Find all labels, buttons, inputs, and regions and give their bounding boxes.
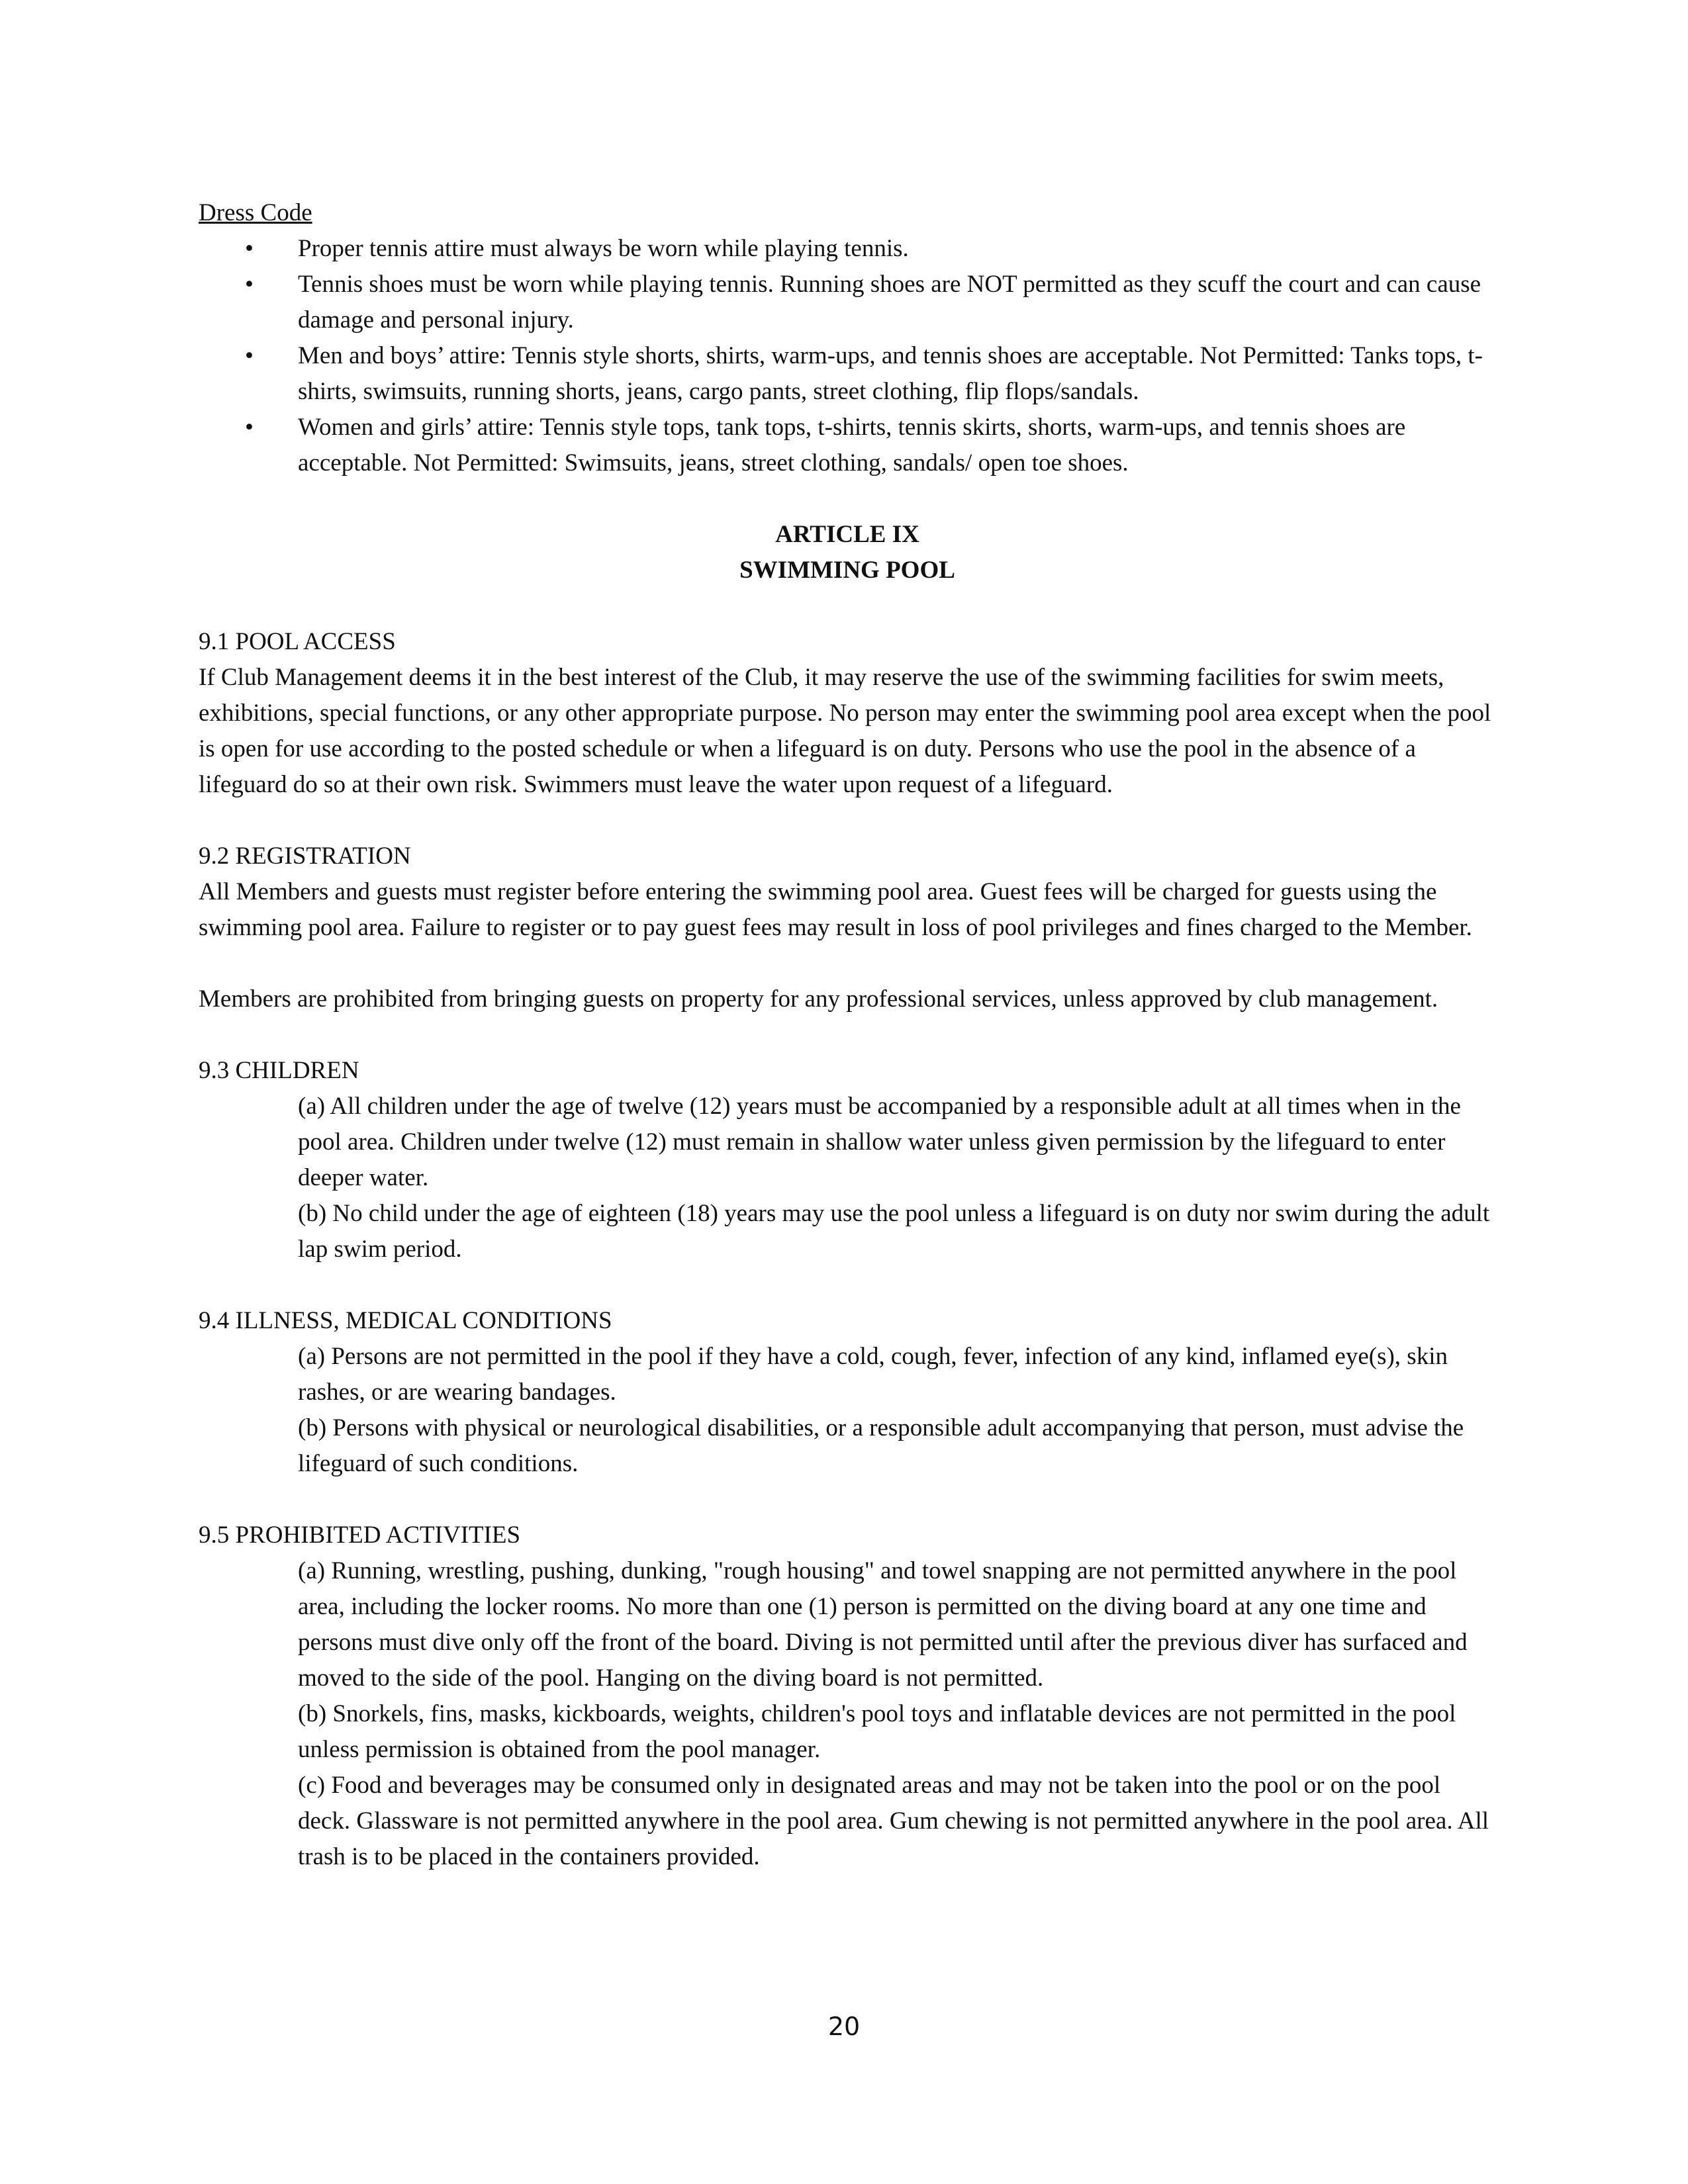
article-header xyxy=(199,517,1496,588)
section-heading-prohibited: 9.5 PROHIBITED ACTIVITIES xyxy=(199,1522,521,1549)
children-clause-a: (a) All children under the age of twelve (12) years must be accompanied by a responsible adult at all times when in the pool area. Children under twelve (12) must remain in shallow water unless given permission by the lifeguard to enter deeper water. xyxy=(298,1093,1461,1191)
prohibited-clause-c: (c) Food and beverages may be consumed only in designated areas and may not be taken into the pool or on the pool deck. Glassware is not permitted anywhere in the pool area. Gum chewing is not permitted anywhere in the pool area. All trash is to be placed in the containers provided. xyxy=(298,1772,1489,1870)
list-item xyxy=(199,410,1496,481)
section-body-registration-guests: Members are prohibited from bringing guests on property for any professional services, unless approved by club management. xyxy=(199,985,1438,1013)
list-item xyxy=(199,338,1496,410)
list-item xyxy=(199,267,1496,338)
list-item-text: Tennis shoes must be worn while playing tennis. Running shoes are NOT permitted as they scuff the court and can cause damage and personal injury. xyxy=(298,271,1481,334)
section-body-registration: All Members and guests must register before entering the swimming pool area. Guest fees will be charged for guests using the swimming pool area. Failure to register or to pay guest fees may result in loss of pool privileges and fines charged to the Member. xyxy=(199,878,1472,941)
section-heading-illness: 9.4 ILLNESS, MEDICAL CONDITIONS xyxy=(199,1307,612,1334)
list-item-text: Proper tennis attire must always be worn while playing tennis. xyxy=(298,235,909,262)
bullet-icon: • xyxy=(245,342,254,369)
article-number: ARTICLE IX xyxy=(775,521,919,548)
bullet-icon: • xyxy=(245,414,254,441)
children-clause-b: (b) No child under the age of eighteen (18) years may use the pool unless a lifeguard is on duty nor swim during the adult lap swim period. xyxy=(298,1200,1490,1263)
list-item xyxy=(199,231,1496,267)
list-item-text: Men and boys’ attire: Tennis style shorts, shirts, warm-ups, and tennis shoes are acceptable. Not Permitted: Tanks tops, t-shirts, swimsuits, running shorts, jeans, cargo pants, street clothing, flip flops/sandals. xyxy=(298,342,1483,405)
bullet-icon: • xyxy=(245,235,254,262)
section-heading-children: 9.3 CHILDREN xyxy=(199,1057,359,1084)
section-body-pool-access: If Club Management deems it in the best interest of the Club, it may reserve the use of the swimming facilities for swim meets, exhibitions, special functions, or any other appropriate purpose. No person may enter the swimming pool area except when the pool is open for use according to the posted schedule or when a lifeguard is on duty. Persons who use the pool in the absence of a lifeguard do so at their own risk. Swimmers must leave the water upon request of a lifeguard. xyxy=(199,664,1491,798)
document-page xyxy=(199,195,1496,1875)
section-heading-pool-access: 9.1 POOL ACCESS xyxy=(199,628,396,655)
page-number: 20 xyxy=(827,2012,861,2041)
illness-clause-b: (b) Persons with physical or neurological disabilities, or a responsible adult accompanying that person, must advise the lifeguard of such conditions. xyxy=(298,1414,1464,1477)
list-item-text: Women and girls’ attire: Tennis style tops, tank tops, t-shirts, tennis skirts, shorts, warm-ups, and tennis shoes are acceptable. Not Permitted: Swimsuits, jeans, street clothing, sandals/ open toe shoes. xyxy=(298,414,1406,477)
illness-clause-a: (a) Persons are not permitted in the pool if they have a cold, cough, fever, infection of any kind, inflamed eye(s), skin rashes, or are wearing bandages. xyxy=(298,1343,1448,1406)
article-title: SWIMMING POOL xyxy=(739,557,955,584)
dress-code-list xyxy=(199,231,1496,481)
dress-code-title: Dress Code xyxy=(199,199,312,226)
prohibited-clause-a: (a) Running, wrestling, pushing, dunking, "rough housing" and towel snapping are not permitted anywhere in the pool area, including the locker rooms. No more than one (1) person is permitted on the diving board at any one time and persons must dive only off the front of the board. Diving is not permitted until after the previous diver has surfaced and moved to the side of the pool. Hanging on the diving board is not permitted. xyxy=(298,1557,1468,1692)
prohibited-clause-b: (b) Snorkels, fins, masks, kickboards, weights, children's pool toys and inflatable devices are not permitted in the pool unless permission is obtained from the pool manager. xyxy=(298,1700,1456,1763)
section-heading-registration: 9.2 REGISTRATION xyxy=(199,842,411,870)
bullet-icon: • xyxy=(245,271,254,298)
